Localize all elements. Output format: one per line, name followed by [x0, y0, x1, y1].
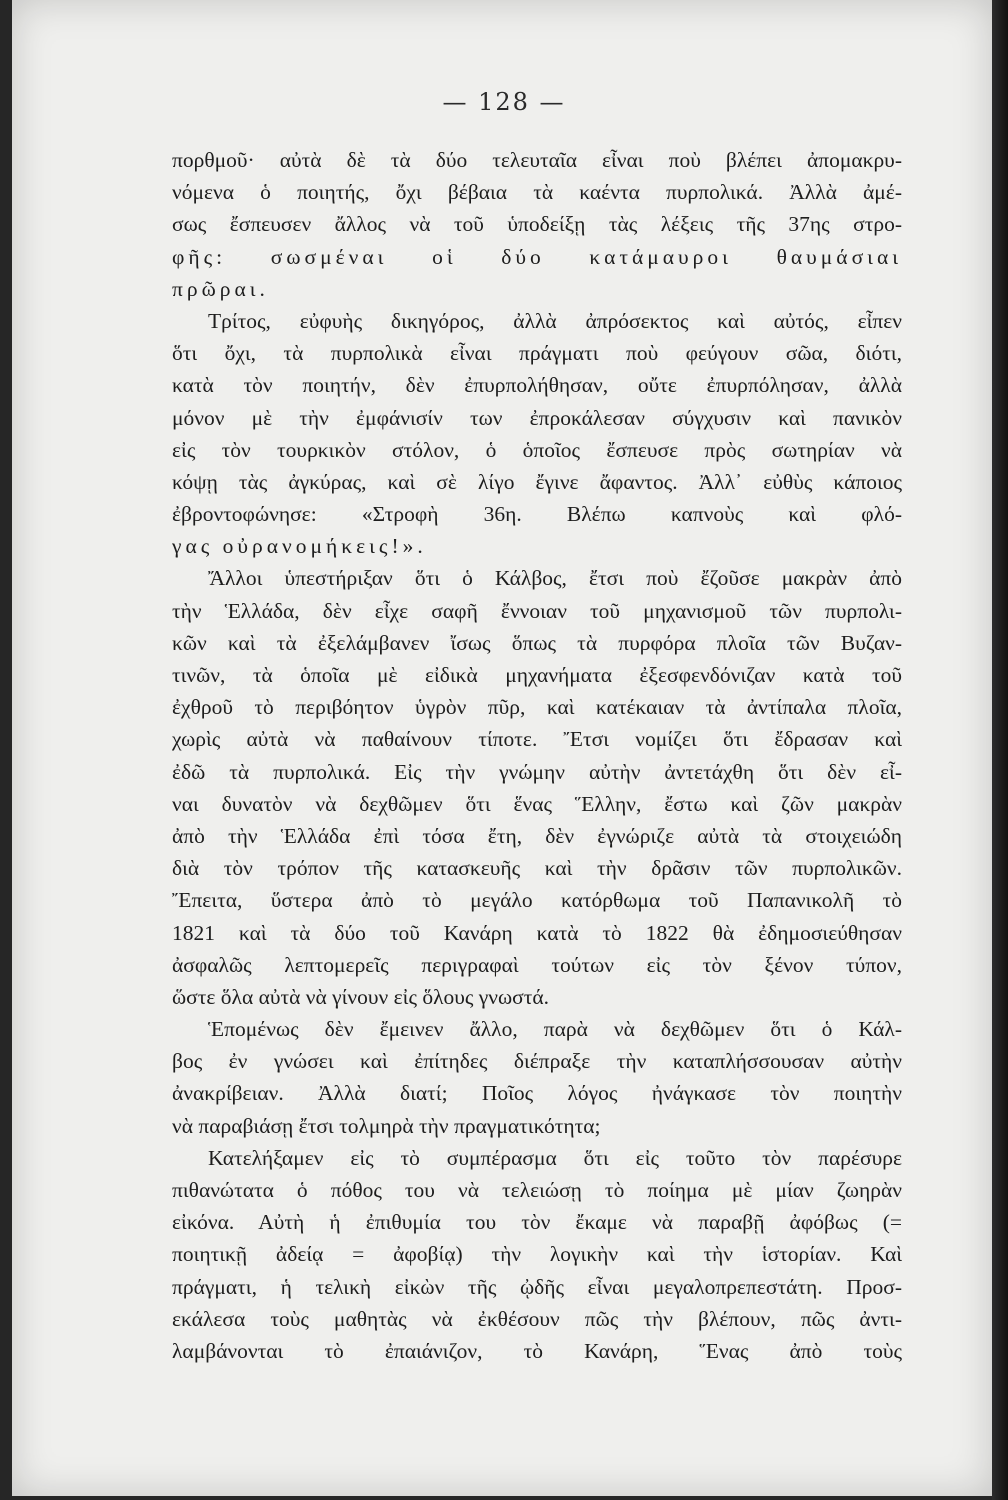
text-line: βος ἐν γνώσει καὶ ἐπίτηδες διέπραξε τὴν καταπλήσσουσαν αὐτὴν: [172, 1049, 902, 1074]
text-line: μόνον μὲ τὴν ἐμφάνισίν των ἐπροκάλεσαν σύγχυσιν καὶ πανικὸν: [172, 405, 902, 430]
text-line: εἰς τὸν τουρκικὸν στόλον, ὁ ὁποῖος ἔσπευσε πρὸς σωτηρίαν νὰ: [172, 437, 902, 462]
text-line: λαμβάνονται τὸ ἐπαιάνιζον, τὸ Κανάρη, Ἕνας ἀπὸ τοὺς: [172, 1338, 902, 1363]
text-line: γας οὐρανομήκεις!».: [172, 534, 427, 559]
text-line: κατὰ τὸν ποιητήν, δὲν ἐπυρπολήθησαν, οὔτε ἐπυρπόλησαν, ἀλλὰ: [172, 373, 902, 398]
text-line: ἀσφαλῶς λεπτομερεῖς περιγραφαὶ τούτων εἰς τὸν ξένον τύπον,: [172, 952, 902, 977]
text-line: ποιητικῇ ἀδείᾳ = ἀφοβίᾳ) τὴν λογικὴν καὶ τὴν ἱστορίαν. Καὶ: [172, 1242, 902, 1267]
text-line: Τρίτος, εὐφυὴς δικηγόρος, ἀλλὰ ἀπρόσεκτος καὶ αὐτός, εἶπεν: [208, 308, 902, 333]
text-line: Ἄλλοι ὑπεστήριξαν ὅτι ὁ Κάλβος, ἔτσι ποὺ ἔζοῦσε μακρὰν ἀπὸ: [208, 566, 902, 591]
text-line: εκάλεσα τοὺς μαθητὰς νὰ ἐκθέσουν πῶς τὴν βλέπουν, πῶς ἀντι-: [172, 1306, 902, 1331]
text-line: ἀνακρίβειαν. Ἀλλὰ διατί; Ποῖος λόγος ἠνάγκασε τὸν ποιητὴν: [172, 1081, 902, 1106]
body-text: [172, 144, 902, 1367]
text-line: πρῶραι.: [172, 276, 269, 301]
text-line: κῶν καὶ τὰ ἐξελάμβανεν ἴσως ὅπως τὰ πυρφόρα πλοῖα τῶν Βυζαν-: [172, 630, 902, 655]
text-line: πιθανώτατα ὁ πόθος του νὰ τελειώσῃ τὸ ποίημα μὲ μίαν ζωηρὰν: [172, 1178, 902, 1202]
text-line: χωρὶς αὐτὰ νὰ παθαίνουν τίποτε. Ἔτσι νομίζει ὅτι ἔδρασαν καὶ: [172, 727, 902, 752]
text-line: τὴν Ἑλλάδα, δὲν εἶχε σαφῆ ἔννοιαν τοῦ μηχανισμοῦ τῶν πυρπολι-: [172, 598, 902, 623]
text-line: πράγματι, ἡ τελικὴ εἰκὼν τῆς ᾠδῆς εἶναι μεγαλοπρεπεστάτη. Προσ-: [172, 1274, 902, 1299]
text-line: ἀπὸ τὴν Ἑλλάδα ἐπὶ τόσα ἔτη, δὲν ἐγνώριζε αὐτὰ τὰ στοιχειώδη: [172, 823, 902, 848]
text-line: τινῶν, τὰ ὁποῖα μὲ εἰδικὰ μηχανήματα ἐξεσφενδόνιζαν κατὰ τοῦ: [172, 663, 902, 687]
text-line: ὅτι ὄχι, τὰ πυρπολικὰ εἶναι πράγματι ποὺ φεύγουν σῶα, διότι,: [172, 341, 902, 366]
text-line: διὰ τὸν τρόπον τῆς κατασκευῆς καὶ τὴν δρᾶσιν τῶν πυρπολικῶν.: [172, 856, 902, 881]
text-line: φῆς: σωσμέναι οἱ δύο κατάμαυροι θαυμάσιαι: [172, 244, 902, 269]
text-line: κόψῃ τὰς ἀγκύρας, καὶ σὲ λίγο ἔγινε ἄφαντος. Ἀλλ᾽ εὐθὺς κάποιος: [172, 469, 902, 494]
text-line: Ἑπομένως δὲν ἔμεινεν ἄλλο, παρὰ νὰ δεχθῶμεν ὅτι ὁ Κάλ-: [208, 1017, 902, 1042]
text-line: ἐχθροῦ τὸ περιβόητον ὑγρὸν πῦρ, καὶ κατέκαιαν τὰ ἀντίπαλα πλοῖα,: [172, 695, 902, 720]
text-line: πορθμοῦ· αὐτὰ δὲ τὰ δύο τελευταῖα εἶναι ποὺ βλέπει ἀπομακρυ-: [172, 148, 902, 172]
text-line: Κατελήξαμεν εἰς τὸ συμπέρασμα ὅτι εἰς τοῦτο τὸν παρέσυρε: [208, 1145, 902, 1170]
text-line: σως ἔσπευσεν ἄλλος νὰ τοῦ ὑποδείξῃ τὰς λέξεις τῆς 37ης στρο-: [172, 212, 902, 237]
page-number: — 128 —: [442, 88, 566, 116]
text-line: 1821 καὶ τὰ δύο τοῦ Κανάρη κατὰ τὸ 1822 θὰ ἐδημοσιεύθησαν: [172, 920, 902, 945]
text-line: Ἔπειτα, ὕστερα ἀπὸ τὸ μεγάλο κατόρθωμα τοῦ Παπανικολῆ τὸ: [172, 888, 902, 913]
text-line: νόμενα ὁ ποιητής, ὄχι βέβαια τὰ καέντα πυρπολικά. Ἀλλὰ ἀμέ-: [172, 180, 902, 205]
text-line: νὰ παραβιάσῃ ἔτσι τολμηρὰ τὴν πραγματικότητα;: [172, 1113, 601, 1138]
text-line: ναι δυνατὸν νὰ δεχθῶμεν ὅτι ἕνας Ἕλλην, ἔστω καὶ ζῶν μακρὰν: [172, 791, 902, 816]
text-line: ὥστε ὅλα αὐτὰ νὰ γίνουν εἰς ὅλους γνωστά.: [172, 984, 550, 1009]
text-line: ἐβροντοφώνησε: «Στροφὴ 36η. Βλέπω καπνοὺς καὶ φλό-: [172, 502, 902, 527]
page-edge-shadow: [992, 0, 1008, 1500]
text-line: ἐδῶ τὰ πυρπολικά. Εἰς τὴν γνώμην αὐτὴν ἀντετάχθη ὅτι δὲν εἶ-: [172, 759, 902, 784]
text-line: εἰκόνα. Αὐτὴ ἡ ἐπιθυμία του τὸν ἔκαμε νὰ παραβῇ ἀφόβως (=: [172, 1210, 902, 1235]
